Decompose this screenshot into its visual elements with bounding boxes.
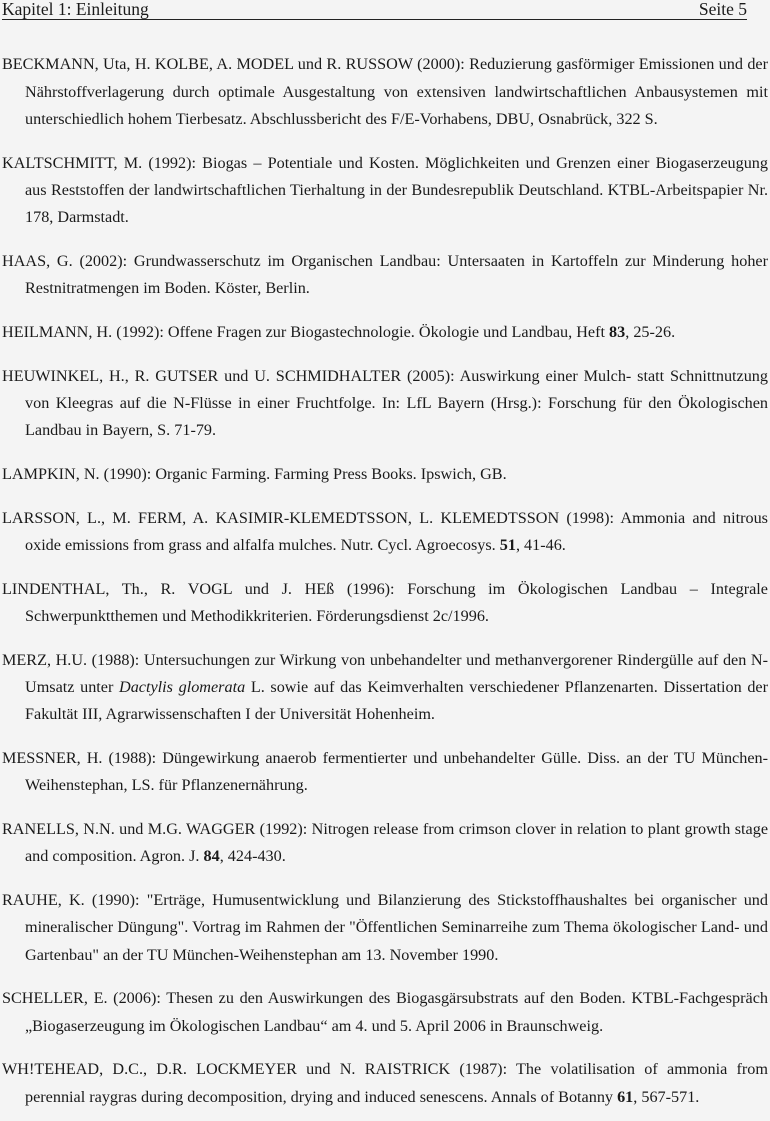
reference-text: KALTSCHMITT, M. (1992): Biogas – Potentiale und Kosten. Möglichkeiten und Grenzen einer Biogaserzeugung aus Reststoffen der landwirtschaftlichen Tierhaltung in der Bundesrepublik Deutschland. KTBL-Arbeitspapier Nr. 178, Darmstadt. [2, 153, 768, 227]
reference-entry [2, 461, 768, 488]
volume-number: 61 [617, 1087, 634, 1106]
reference-entry [2, 150, 768, 232]
reference-text: , 567-571. [633, 1087, 700, 1106]
reference-entry [2, 1056, 768, 1111]
reference-list [2, 35, 768, 1121]
reference-text: HAAS, G. (2002): Grundwasserschutz im Organischen Landbau: Untersaaten in Kartoffeln zur Minderung hoher Restnitratmengen im Boden. Köster, Berlin. [2, 252, 768, 298]
reference-text: SCHELLER, E. (2006): Thesen zu den Auswirkungen des Biogasgärsubstrats auf den Boden. KTBL-Fachgespräch „Biogaserzeugung im Ökologischen Landbau“ am 4. und 5. April 2006 in Braunschweig. [2, 989, 768, 1035]
reference-text: LARSSON, L., M. FERM, A. KASIMIR-KLEMEDTSSON, L. KLEMEDTSSON (1998): Ammonia and nitrous oxide emissions from grass and alfalfa mulches. Nutr. Cycl. Agroecosys. [2, 508, 768, 554]
reference-text: HEUWINKEL, H., R. GUTSER und U. SCHMIDHALTER (2005): Auswirkung einer Mulch- statt Schnittnutzung von Kleegras auf die N-Flüsse in einer Fruchtfolge. In: LfL Bayern (Hrsg.): Forschung für den Ökologischen Landbau in Bayern, S. 71-79. [2, 366, 768, 440]
reference-text: L. sowie auf das Keimverhalten verschiedener Pflanzenarten. Dissertation der Fakultät III, Agrarwissenschaften I der Universität Hohenheim. [25, 678, 768, 724]
reference-text: , 25-26. [625, 323, 676, 341]
reference-entry [2, 887, 768, 969]
page-number: Seite 5 [698, 0, 747, 19]
reference-entry [2, 248, 768, 303]
reference-text: , 41-46. [515, 536, 566, 554]
reference-text: MERZ, H.U. (1988): Untersuchungen zur Wirkung von unbehandelter und methanvergorener Rindergülle auf den N-Umsatz unter [2, 650, 768, 696]
reference-text: RAUHE, K. (1990): "Erträge, Humusentwicklung und Bilanzierung des Stickstoffhaushaltes bei organischer und mineralischer Düngung". Vortrag im Rahmen der "Öffentlichen Seminarreihe zum Thema ökologischer Land- und Gartenbau" an der TU München-Weihenstephan am 13. November 1990. [2, 891, 768, 964]
reference-entry [2, 363, 768, 445]
reference-text: RANELLS, N.N. und M.G. WAGGER (1992): Nitrogen release from crimson clover in relation to plant growth stage and composition. Agron. J. [2, 820, 768, 866]
page-header [2, 0, 747, 20]
volume-number: 83 [609, 323, 626, 341]
reference-entry [2, 505, 768, 560]
reference-text: HEILMANN, H. (1992): Offene Fragen zur Biogastechnologie. Ökologie und Landbau, Heft [2, 323, 610, 341]
volume-number: 51 [499, 536, 516, 554]
reference-text: BECKMANN, Uta, H. KOLBE, A. MODEL und R. RUSSOW (2000): Reduzierung gasförmiger Emissionen und der Nährstoffverlagerung durch optimale Ausgestaltung von extensiven landwirtschaftlichen Anbausystemen mit unterschiedlich hohem Tierbesatz. Abschlussbericht des F/E-Vorhabens, DBU, Osnabrück, 322 S. [2, 55, 768, 128]
reference-text: LINDENTHAL, Th., R. VOGL und J. HEß (1996): Forschung im Ökologischen Landbau – Integrale Schwerpunktthemen und Methodikkriterien. Förderungsdienst 2c/1996. [2, 579, 768, 625]
reference-entry [2, 51, 768, 133]
species-name: Dactylis glomerata [119, 678, 246, 696]
reference-text: , 424-430. [219, 847, 286, 866]
reference-text: LAMPKIN, N. (1990): Organic Farming. Farming Press Books. Ipswich, GB. [2, 465, 507, 483]
chapter-title: Kapitel 1: Einleitung [2, 0, 149, 19]
reference-entry [2, 319, 768, 346]
reference-entry [2, 576, 768, 631]
reference-entry [2, 647, 768, 729]
reference-entry [2, 985, 768, 1040]
reference-text: WH!TEHEAD, D.C., D.R. LOCKMEYER und N. RAISTRICK (1987): The volatilisation of ammonia from perennial raygras during decomposition, drying and induced senescens. Annals of Botanny [2, 1060, 768, 1106]
reference-entry [2, 816, 768, 871]
reference-entry [2, 745, 768, 800]
volume-number: 84 [203, 847, 220, 866]
reference-text: MESSNER, H. (1988): Düngewirkung anaerob fermentierter und unbehandelter Gülle. Diss. an der TU München-Weihenstephan, LS. für Pflanzenernährung. [2, 749, 768, 795]
